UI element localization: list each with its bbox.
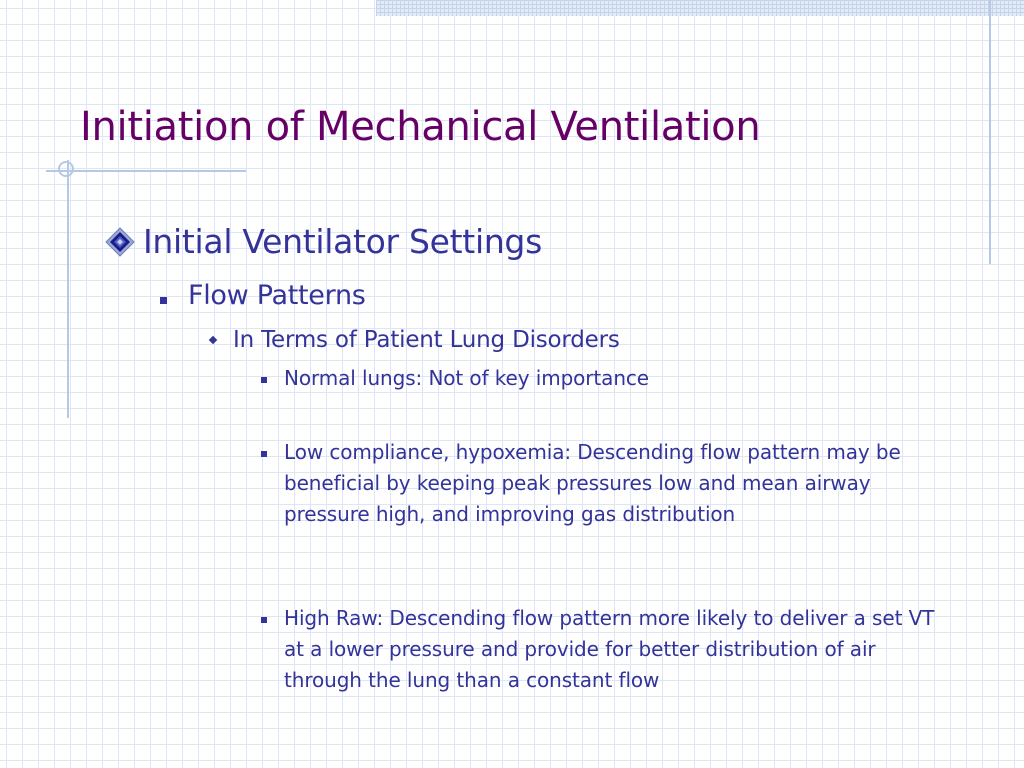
bullet-point-low-compliance: Low compliance, hypoxemia: Descending flow pattern may be beneficial by keeping peak pressures low and mean airway pressure high, and improving gas distribution <box>284 440 901 526</box>
decorative-right-rule <box>989 0 991 264</box>
bullet-level2-text: Flow Patterns <box>188 280 366 311</box>
bullet-point-high-raw: High Raw: Descending flow pattern more likely to deliver a set VT at a lower pressure and provide for better distribution of air through the lung than a constant flow <box>284 606 935 692</box>
diamond-bullet-icon <box>104 226 136 258</box>
small-diamond-bullet-icon <box>209 336 217 344</box>
bullet-level3-text: In Terms of Patient Lung Disorders <box>233 327 620 353</box>
slide-title: Initiation of Mechanical Ventilation <box>80 104 761 150</box>
square-bullet-icon <box>160 297 167 304</box>
bullet-point-normal-lungs: Normal lungs: Not of key importance <box>284 366 650 390</box>
decorative-ring-icon <box>58 161 74 177</box>
small-square-bullet-icon <box>261 377 267 383</box>
small-square-bullet-icon <box>261 451 267 457</box>
decorative-title-rule <box>46 170 246 172</box>
small-square-bullet-icon <box>261 617 267 623</box>
decorative-left-rule <box>67 160 69 418</box>
bullet-level1-text: Initial Ventilator Settings <box>143 222 542 261</box>
decorative-top-band <box>376 0 1024 16</box>
